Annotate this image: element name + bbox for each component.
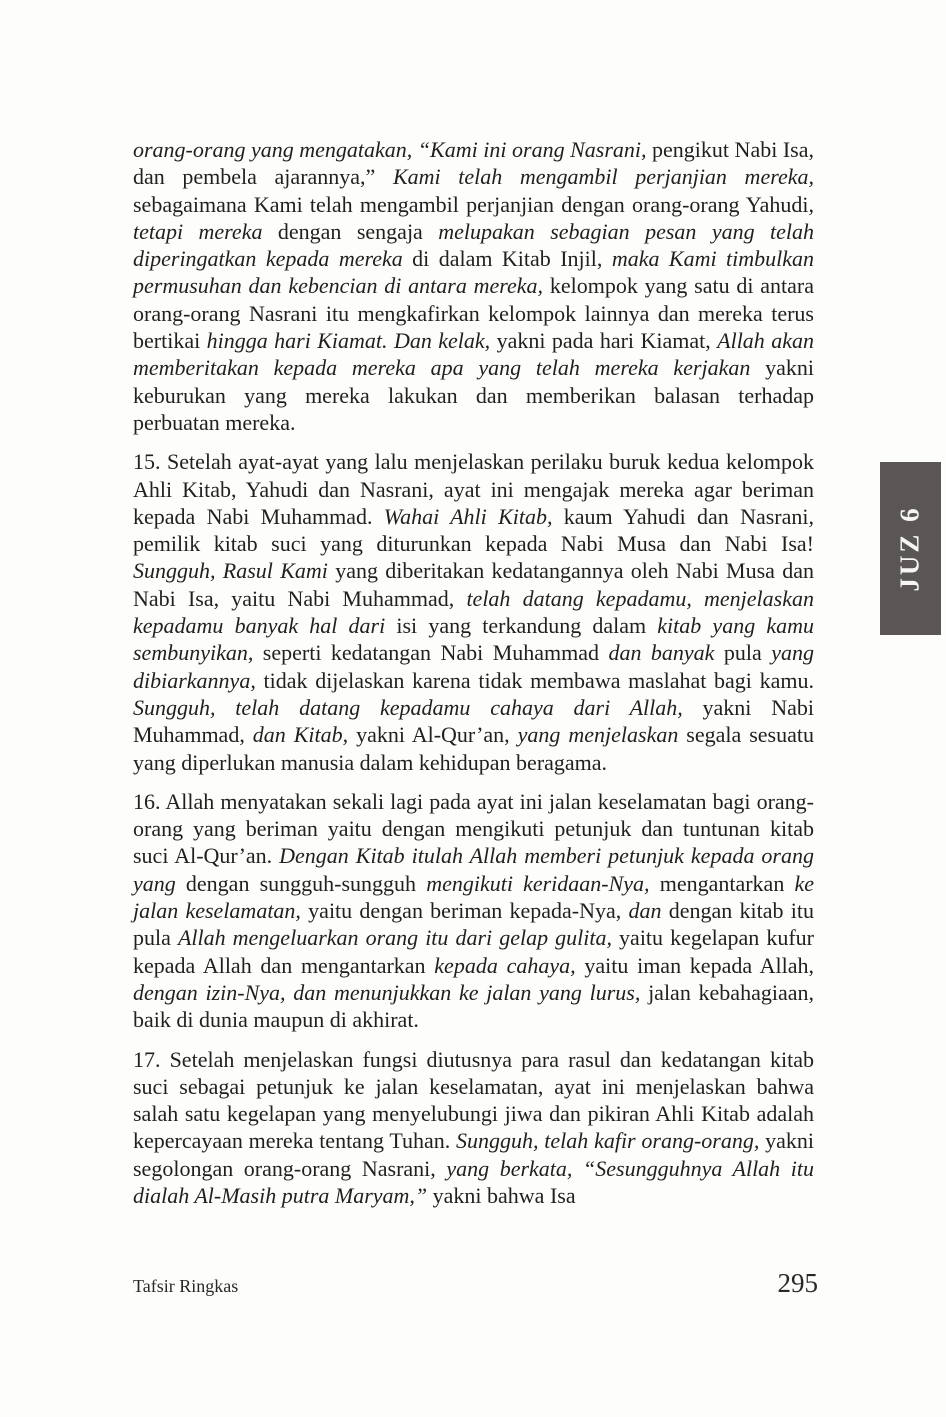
quran-quotation-italic: Sungguh, telah kafir orang-orang,: [456, 1128, 760, 1154]
juz-tab-label: JUZ 6: [895, 505, 926, 592]
commentary-text: yakni bahwa Isa: [427, 1182, 576, 1208]
commentary-text: 16. Allah menyatakan sekali lagi pada ayat ini jalan keselamatan bagi orang-orang yang beriman yaitu dengan mengikuti petunjuk dan tuntunan kitab suci Al-Qur’an.: [133, 788, 814, 869]
quran-quotation-italic: telah datang kepadamu, menjelaskan kepadamu banyak hal dari: [133, 585, 814, 639]
commentary-text: yaitu iman kepada Allah,: [575, 952, 815, 978]
quran-quotation-italic: kepada cahaya,: [434, 952, 576, 978]
quran-quotation-italic: yang menjelaskan: [517, 722, 679, 748]
quran-quotation-italic: dan Kitab,: [252, 722, 349, 748]
quran-quotation-italic: mengikuti keridaan-Nya,: [426, 870, 650, 896]
verse-15-paragraph: [133, 448, 814, 776]
quran-quotation-italic: maka Kami timbulkan permusuhan dan kebencian di antara mereka,: [133, 246, 814, 299]
commentary-text: yakni keburukan yang mereka lakukan dan memberikan balasan terhadap perbuatan mereka.: [133, 355, 814, 435]
quran-quotation-italic: yang dibiarkannya,: [133, 640, 814, 693]
commentary-text: yakni Nabi Muhammad,: [133, 694, 814, 748]
commentary-text: yang diberitakan kedatangannya oleh Nabi Musa dan Nabi Isa, yaitu Nabi Muhammad,: [133, 558, 814, 611]
quran-quotation-italic: yang berkata, “Sesungguhnya Allah itu dialah Al-Masih putra Maryam,”: [133, 1155, 814, 1208]
quran-quotation-italic: hingga hari Kiamat. Dan kelak,: [206, 328, 491, 354]
quran-quotation-italic: melupakan sebagian pesan yang telah diperingatkan kepada mereka: [133, 218, 815, 272]
commentary-text: yaitu kegelapan kufur kepada Allah dan mengantarkan: [133, 925, 814, 978]
quran-quotation-italic: Sungguh, Rasul Kami: [133, 558, 328, 584]
continuation-paragraph: [133, 136, 814, 436]
commentary-text: 15. Setelah ayat-ayat yang lalu menjelaskan perilaku buruk kedua kelompok Ahli Kitab, Yahudi dan Nasrani, ayat ini mengajak mereka agar beriman kepada Nabi Muhammad.: [133, 449, 814, 529]
commentary-text: sebagaimana Kami telah mengambil perjanjian dengan orang-orang Yahudi,: [133, 191, 814, 217]
quran-quotation-italic: ke jalan keselamatan,: [133, 870, 814, 924]
quran-quotation-italic: Kami telah mengambil perjanjian mereka,: [375, 164, 814, 190]
quran-quotation-italic: kitab yang kamu sembunyikan,: [133, 613, 815, 666]
page-footer: [133, 1268, 818, 1299]
commentary-text: kelompok yang satu di antara orang-orang Nasrani itu mengkafirkan kelompok lainnya dan mereka terus bertikai: [133, 273, 814, 354]
commentary-text: kaum Yahudi dan Nasrani, pemilik kitab suci yang diturunkan kepada Nabi Musa dan Nabi Isa!: [133, 503, 814, 557]
commentary-text: pengikut Nabi Isa, dan pembela ajarannya,”: [133, 137, 815, 190]
commentary-text: yakni Al-Qur’an,: [348, 722, 518, 748]
commentary-text: segala sesuatu yang diperlukan manusia dalam kehidupan beragama.: [133, 722, 814, 775]
text-column: [133, 136, 814, 1221]
page-number: 295: [777, 1268, 818, 1298]
commentary-text: 17. Setelah menjelaskan fungsi diutusnya para rasul dan kedatangan kitab suci sebagai petunjuk ke jalan keselamatan, ayat ini menjelaskan bahwa salah satu kegelapan yang menyelubungi jiwa dan pikiran Ahli Kitab adalah kepercayaan mereka tentang Tuhan.: [133, 1046, 814, 1154]
commentary-text: yaitu dengan beriman kepada-Nya,: [300, 898, 629, 924]
juz-tab: [880, 462, 941, 635]
commentary-text: jalan kebahagiaan, baik di dunia maupun di akhirat.: [133, 979, 814, 1033]
commentary-text: pula: [714, 640, 772, 666]
commentary-text: yakni segolongan orang-orang Nasrani,: [133, 1128, 814, 1181]
quran-quotation-italic: dan banyak: [608, 640, 715, 666]
commentary-text: dengan kitab itu pula: [133, 898, 814, 951]
commentary-text: isi yang terkandung dalam: [385, 613, 658, 639]
commentary-text: yakni pada hari Kiamat,: [490, 328, 718, 354]
commentary-text: dengan sengaja: [262, 218, 439, 244]
quran-quotation-italic: orang-orang yang mengatakan, “Kami ini orang Nasrani,: [133, 137, 647, 162]
verse-17-paragraph: [133, 1046, 814, 1210]
commentary-text: dengan sungguh-sungguh: [175, 870, 427, 896]
quran-quotation-italic: dan: [628, 898, 662, 924]
commentary-text: mengantarkan: [649, 870, 795, 896]
quran-quotation-italic: Allah akan memberitakan kepada mereka apa yang telah mereka kerjakan: [133, 328, 814, 381]
verse-16-paragraph: [133, 788, 814, 1034]
quran-quotation-italic: dengan izin-Nya, dan menunjukkan ke jalan yang lurus,: [133, 979, 641, 1005]
quran-quotation-italic: Wahai Ahli Kitab,: [383, 503, 553, 529]
quran-quotation-italic: Sungguh, telah datang kepadamu cahaya dari Allah,: [133, 694, 683, 720]
quran-quotation-italic: tetapi mereka: [133, 218, 263, 244]
quran-quotation-italic: Dengan Kitab itulah Allah memberi petunjuk kepada orang yang: [133, 843, 814, 896]
running-title: Tafsir Ringkas: [133, 1276, 239, 1296]
commentary-text: tidak dijelaskan karena tidak membawa maslahat bagi kamu.: [255, 667, 814, 693]
quran-quotation-italic: Allah mengeluarkan orang itu dari gelap gulita,: [177, 925, 612, 951]
commentary-text: seperti kedatangan Nabi Muhammad: [253, 640, 609, 666]
commentary-text: di dalam Kitab Injil,: [402, 246, 612, 272]
